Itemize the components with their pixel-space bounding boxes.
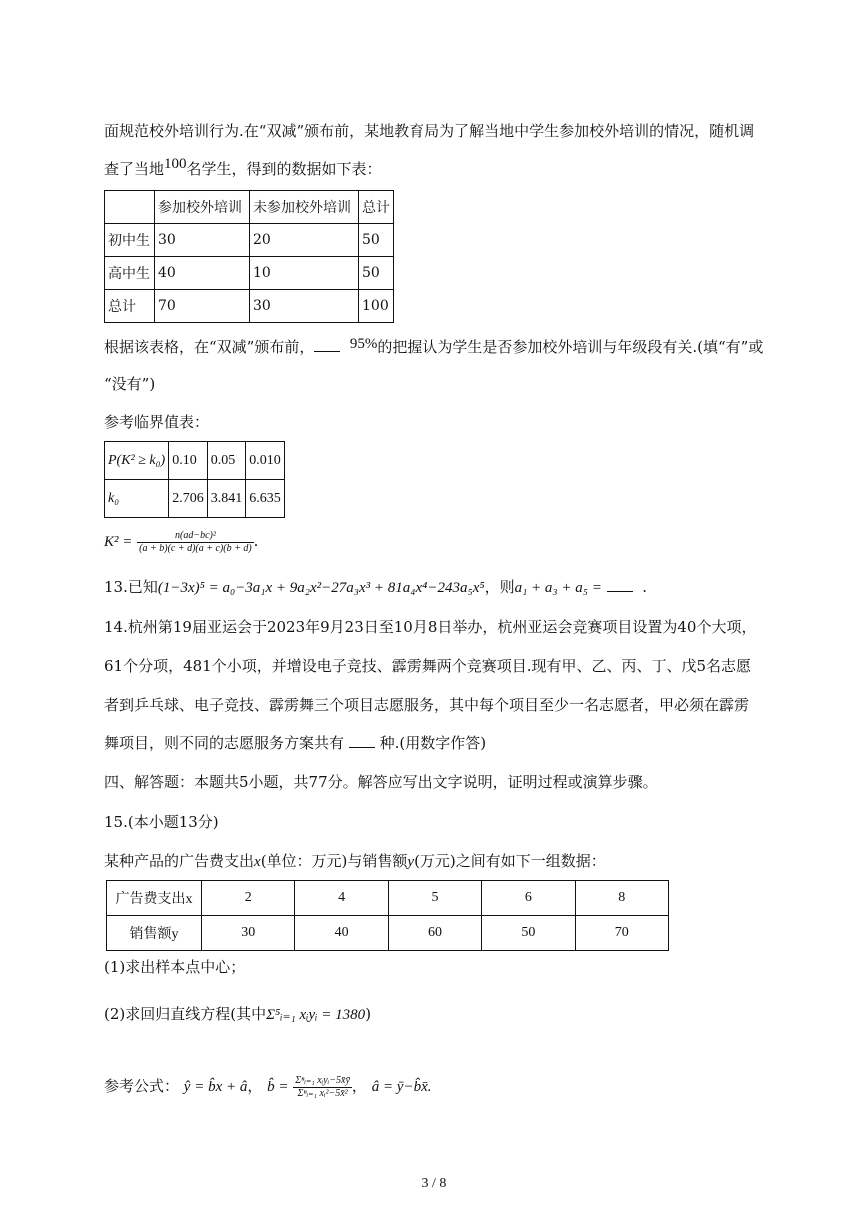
table-cell: 总计 <box>105 290 155 323</box>
table-cell: 0.10 <box>169 442 208 480</box>
slope-denominator: Σⁿᵢ₌₁ xᵢ²−5x̄² <box>297 1087 348 1099</box>
slope-lhs: b̂ = <box>267 1079 289 1095</box>
q13-end: . <box>642 578 647 596</box>
q14-text-4a: 舞项目，则不同的志愿服务方案共有 <box>104 734 345 752</box>
ref-formula-label: 参考公式： <box>104 1077 180 1095</box>
slope-numerator: Σⁿᵢ₌₁ xᵢyᵢ−5x̄ȳ <box>295 1074 350 1086</box>
question-14-line-3 <box>104 695 749 715</box>
fill-text-pre: 根据该表格，在“双减”颁布前， <box>104 338 315 356</box>
reference-label <box>104 412 209 432</box>
answer-blank <box>607 577 633 592</box>
fill-text-line2: “没有”) <box>104 375 156 393</box>
table-cell: 70 <box>575 916 668 951</box>
question-15-intro <box>104 851 606 872</box>
table-cell: 40 <box>295 916 388 951</box>
answer-blank <box>314 337 340 352</box>
table-header-cell: 总计 <box>359 191 394 224</box>
regression-equation: ŷ = b̂x + â <box>183 1079 248 1095</box>
ad-sales-table <box>106 880 669 951</box>
table-label-cell: 广告费支出x <box>107 881 202 916</box>
question-14-line-1 <box>104 617 756 637</box>
q15-intro-c: (万元)之间有如下一组数据： <box>414 852 606 870</box>
table-row <box>107 881 669 916</box>
question-13 <box>104 577 647 598</box>
table-cell: 2 <box>202 881 295 916</box>
training-table <box>104 190 394 323</box>
table-label-cell: 销售额y <box>107 916 202 951</box>
intro-text-1: 面规范校外培训行为.在“双减”颁布前，某地教育局为了解当地中学生参加校外培训的情况，随机调 <box>104 122 755 140</box>
slope-fraction <box>293 1075 352 1100</box>
q15-intro-b: (单位：万元)与销售额 <box>260 852 408 870</box>
question-15-title <box>104 812 219 832</box>
q15-part-1-text: (1)求出样本点中心； <box>104 958 246 976</box>
fill-question-line-1 <box>104 337 763 358</box>
q14-text-4b: 种.(用数字作答) <box>379 734 487 752</box>
answer-blank <box>349 733 375 748</box>
table-cell: 30 <box>155 224 250 257</box>
intro-count: 100 <box>164 156 187 172</box>
table-cell: 20 <box>250 224 359 257</box>
q14-text-3: 者到乒乓球、电子竞技、霹雳舞三个项目志愿服务，其中每个项目至少一名志愿者，甲必须在霹雳 <box>104 696 750 714</box>
table-cell: 70 <box>155 290 250 323</box>
table-cell: 0.05 <box>207 442 246 480</box>
q13-label: 13.已知 <box>104 578 158 596</box>
section-four-heading <box>104 772 658 792</box>
table-row <box>105 480 285 518</box>
table-row <box>105 257 394 290</box>
table-cell: 10 <box>250 257 359 290</box>
table-cell: 3.841 <box>207 480 246 518</box>
q14-text-2: 61个分项，481个小项，并增设电子竞技、霹雳舞两个竞赛项目.现有甲、乙、丙、丁、戊5名志愿 <box>104 657 752 675</box>
table-row <box>105 442 285 480</box>
critical-value-table <box>104 441 285 518</box>
fill-question-line-2 <box>104 374 155 394</box>
fill-text-post: 的把握认为学生是否参加校外培训与年级段有关.(填“有”或 <box>377 338 764 356</box>
intro-text-2a: 查了当地 <box>104 160 165 178</box>
k2-lhs: K² = <box>104 534 133 550</box>
reference-formula: 参考公式： ŷ = b̂x + â， b̂ = $\frac{\text{Σⁿᵢ₌₁ xᵢyᵢ−5x̄ȳ}}{\text{Σⁿᵢ₌₁ xᵢ²−5x̄²}}$ ， â = ȳ−b̂x̄. <box>104 1074 432 1099</box>
page-number: 3 / 8 <box>421 1176 447 1191</box>
table-cell: 50 <box>359 224 394 257</box>
table-header-cell: 参加校外培训 <box>155 191 250 224</box>
table-cell: 5 <box>388 881 481 916</box>
q15-intro-a: 某种产品的广告费支出 <box>104 852 255 870</box>
table-label-cell: k₀ <box>105 480 169 518</box>
table-row <box>105 290 394 323</box>
confidence-percent: 95% <box>349 336 378 352</box>
q15-part-1 <box>104 957 245 977</box>
table-header-cell <box>105 191 155 224</box>
intro-line-1 <box>104 121 754 141</box>
table-row <box>105 191 394 224</box>
q13-ask: a₁ + a₃ + a₅ = <box>514 580 602 596</box>
k2-formula <box>104 524 258 559</box>
q15-var-x: x <box>254 854 261 870</box>
table-row <box>107 916 669 951</box>
table-cell: 初中生 <box>105 224 155 257</box>
table-cell: 高中生 <box>105 257 155 290</box>
table-cell: 50 <box>359 257 394 290</box>
q13-expression: (1−3x)⁵ = a₀−3a₁x + 9a₂x²−27a₃x³ + 81a₄x⁴−243a₅x⁵ <box>157 580 485 596</box>
intercept-equation: â = ȳ−b̂x̄. <box>371 1079 432 1095</box>
q15-part-2 <box>104 1004 371 1025</box>
table-cell: 50 <box>482 916 575 951</box>
question-14-line-4 <box>104 733 486 753</box>
table-cell: 100 <box>359 290 394 323</box>
q15-title-text: 15.(本小题13分) <box>104 813 219 831</box>
table-label-cell: P(K² ≥ k₀) <box>105 442 169 480</box>
intro-text-2b: 名学生，得到的数据如下表： <box>186 160 382 178</box>
intro-line-2 <box>104 156 382 180</box>
table-header-cell: 未参加校外培训 <box>250 191 359 224</box>
section-four-text: 四、解答题：本题共5小题，共77分。解答应写出文字说明，证明过程或演算步骤。 <box>104 773 658 791</box>
table-row <box>105 224 394 257</box>
table-cell: 6.635 <box>246 480 285 518</box>
k2-fraction <box>137 530 254 555</box>
q15-part-2-pre: (2)求回归直线方程(其中 <box>104 1005 267 1023</box>
table-cell: 0.010 <box>246 442 285 480</box>
table-cell: 6 <box>482 881 575 916</box>
q13-mid: ，则 <box>484 578 515 596</box>
table-cell: 30 <box>202 916 295 951</box>
table-cell: 60 <box>388 916 481 951</box>
table-cell: 4 <box>295 881 388 916</box>
k2-numerator: n(ad−bc)² <box>137 530 254 543</box>
table-cell: 40 <box>155 257 250 290</box>
q15-part-2-sum: Σ⁵ᵢ₌₁ xᵢyᵢ = 1380 <box>266 1007 366 1023</box>
table-cell: 30 <box>250 290 359 323</box>
table-cell: 8 <box>575 881 668 916</box>
table-cell: 2.706 <box>169 480 208 518</box>
k2-denominator: (a + b)(c + d)(a + c)(b + d) <box>139 542 252 554</box>
question-14-line-2 <box>104 656 751 676</box>
q14-text-1: 14.杭州第19届亚运会于2023年9月23日至10月8日举办，杭州亚运会竞赛项目设置为40个大项， <box>104 618 757 636</box>
q15-part-2-post: ) <box>365 1005 372 1023</box>
reference-label-text: 参考临界值表： <box>104 413 210 431</box>
q15-var-y: y <box>407 854 415 870</box>
k2-tail: . <box>253 532 259 550</box>
